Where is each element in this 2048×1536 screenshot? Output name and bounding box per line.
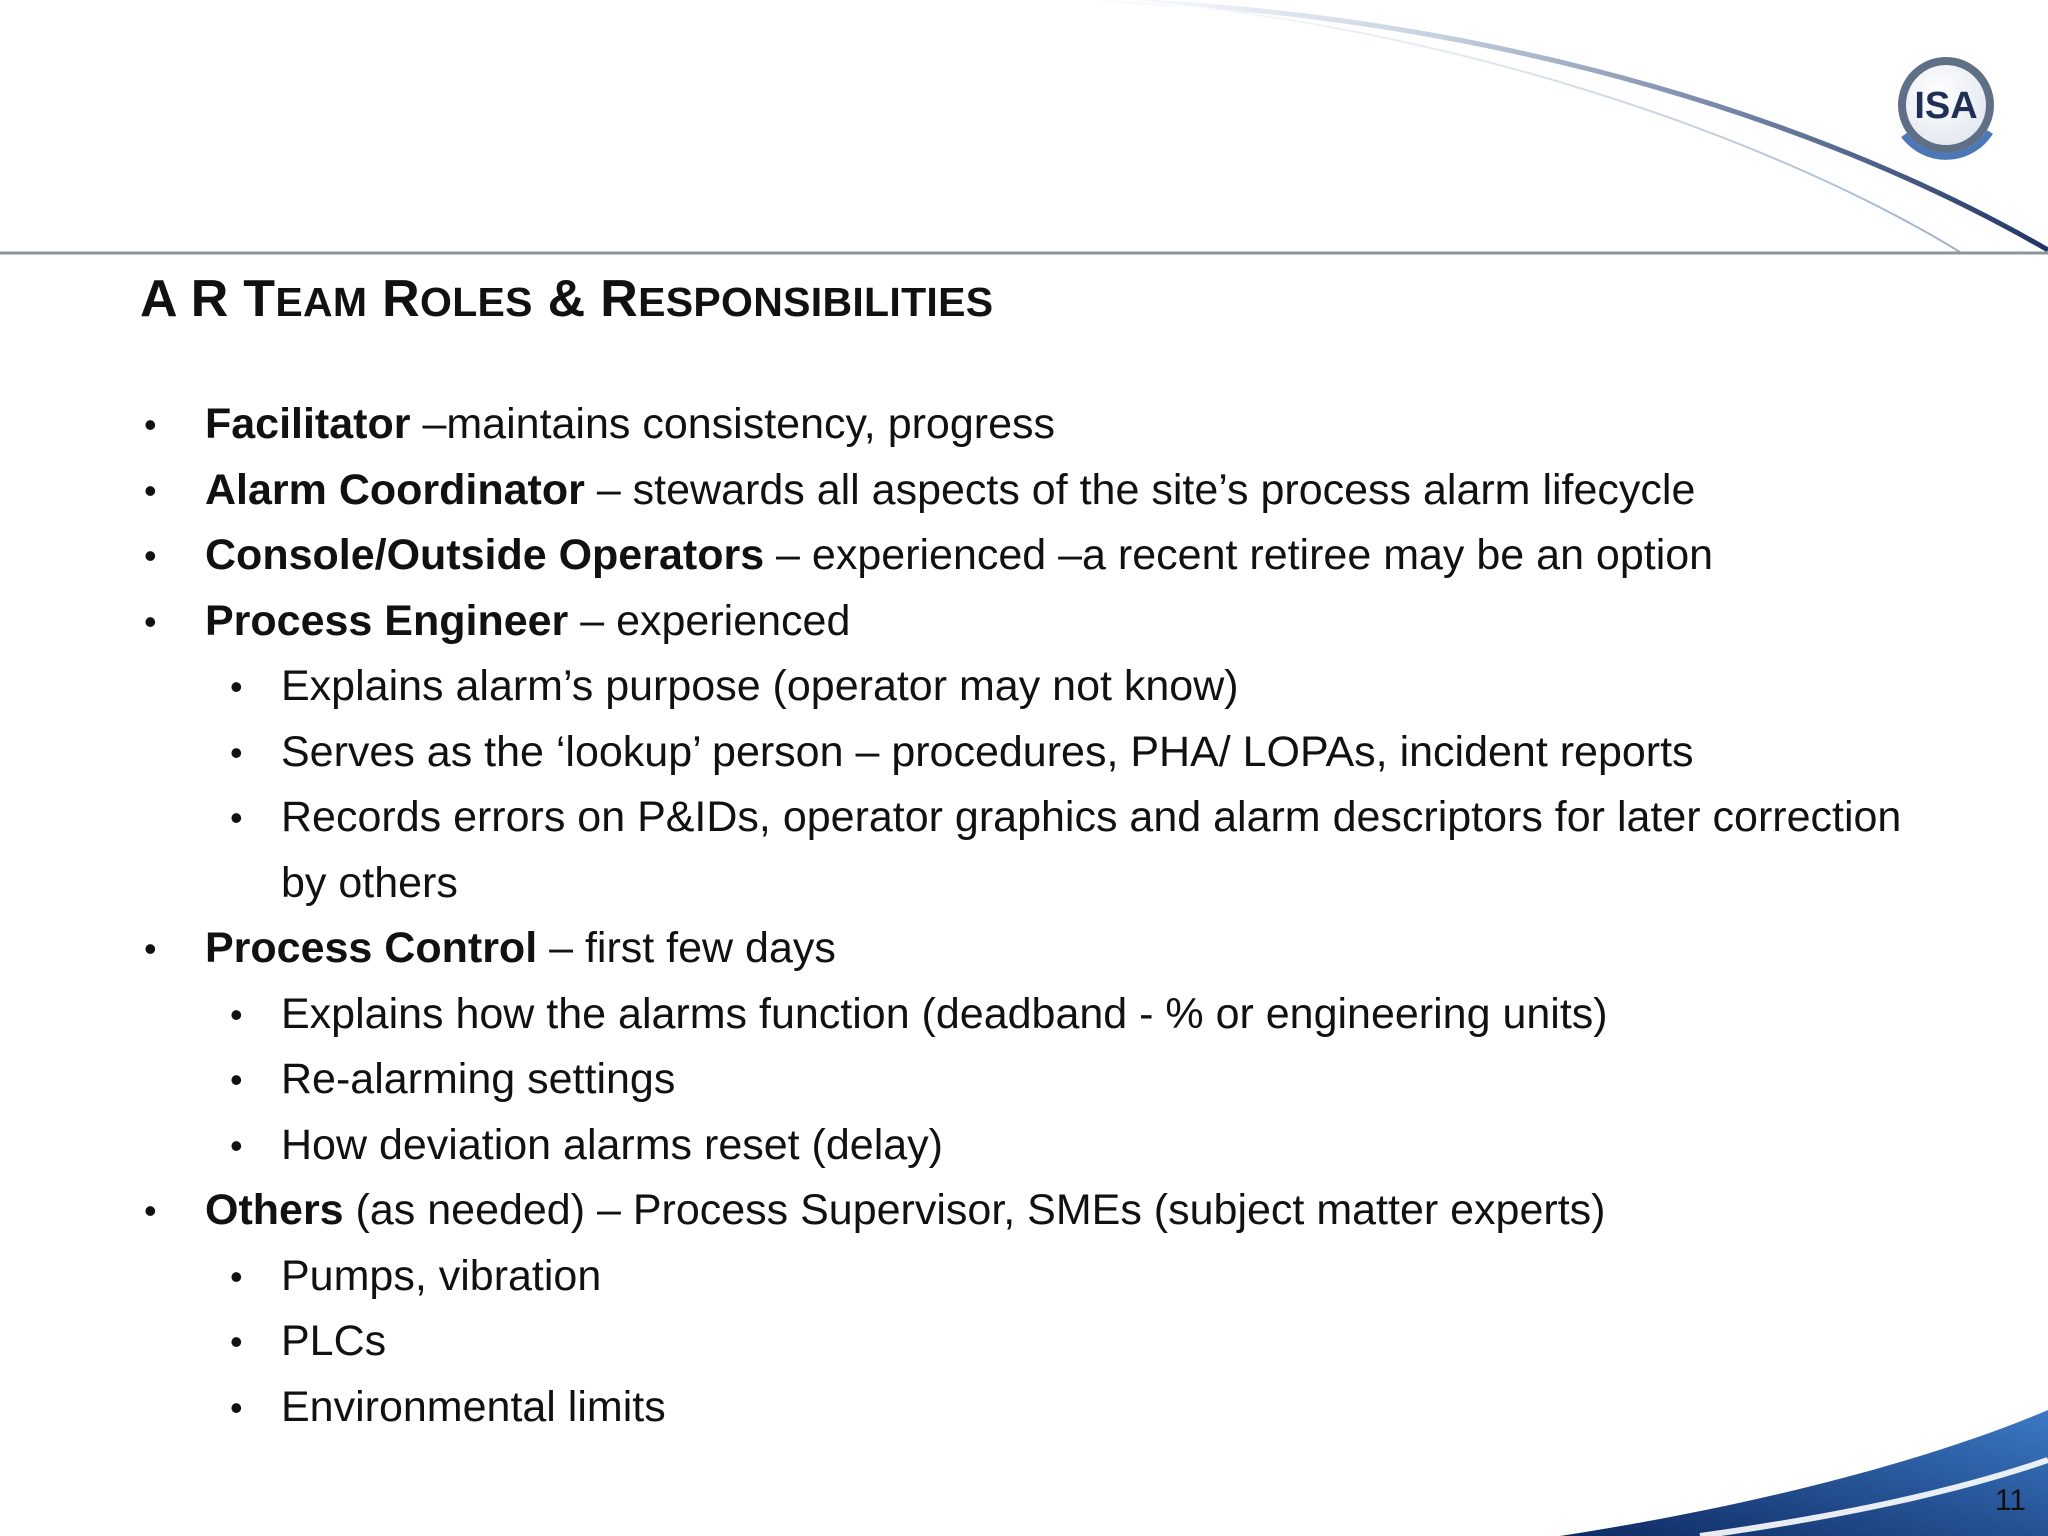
isa-logo xyxy=(1898,57,1994,156)
bullet-item xyxy=(140,523,1960,589)
sub-bullet-text: Serves as the ‘lookup’ person – procedures, PHA/ LOPAs, incident reports xyxy=(281,727,1694,776)
bullet-item xyxy=(140,458,1960,524)
bullet-dot: • xyxy=(230,1124,243,1166)
bullet-dot: • xyxy=(230,1386,243,1428)
bullet-dot: • xyxy=(230,797,243,838)
bullet-term: Process Control xyxy=(205,924,538,972)
sub-bullet-item xyxy=(140,1375,1921,1441)
bullet-text: – stewards all aspects of the site’s process alarm lifecycle xyxy=(584,465,1696,514)
sub-bullet-item xyxy=(140,785,1921,916)
sub-bullet-item xyxy=(140,654,1921,720)
bullet-text: – experienced –a recent retiree may be an option xyxy=(764,531,1714,579)
bullet-term: Process Engineer xyxy=(205,596,569,645)
bullet-dot: • xyxy=(144,535,157,576)
header-swoosh-light xyxy=(1120,0,1960,252)
bullet-dot: • xyxy=(144,600,157,642)
bullet-list xyxy=(140,392,1960,1440)
logo-text: ISA xyxy=(1914,85,1978,127)
bullet-dot: • xyxy=(144,469,157,511)
bullet-dot: • xyxy=(230,731,243,773)
sub-bullet-item xyxy=(140,1113,1921,1179)
sub-bullet-text: Re-alarming settings xyxy=(281,1055,676,1103)
bullet-text: (as needed) – Process Supervisor, SMEs (subject matter experts) xyxy=(343,1186,1606,1234)
bullet-term: Alarm Coordinator xyxy=(205,465,585,514)
sub-bullet-item xyxy=(140,1244,1921,1310)
sub-bullet-text: Records errors on P&IDs, operator graphics and alarm descriptors for later correction by others xyxy=(281,793,1902,907)
sub-bullet-text: Explains how the alarms function (deadband - % or engineering units) xyxy=(281,989,1608,1038)
sub-bullet-item xyxy=(140,1047,1921,1113)
sub-bullet-item xyxy=(140,1309,1921,1375)
bullet-dot: • xyxy=(230,1255,243,1297)
sub-bullet-item xyxy=(140,720,1921,786)
sub-bullet-text: Explains alarm’s purpose (operator may not know) xyxy=(281,662,1239,710)
bullet-item xyxy=(140,1178,1960,1244)
bullet-item xyxy=(140,916,1960,982)
bullet-dot: • xyxy=(230,666,243,707)
bullet-text: – experienced xyxy=(568,596,851,645)
bullet-dot: • xyxy=(144,1190,157,1231)
bullet-text: –maintains consistency, progress xyxy=(410,400,1055,448)
sub-bullet-text: Pumps, vibration xyxy=(281,1251,602,1300)
bullet-text: – first few days xyxy=(537,924,836,972)
bullet-item xyxy=(140,392,1960,458)
sub-bullet-text: How deviation alarms reset (delay) xyxy=(281,1120,943,1169)
bullet-term: Facilitator xyxy=(205,400,411,448)
bullet-dot: • xyxy=(144,404,157,445)
page-number: 11 xyxy=(1994,1484,2026,1517)
bullet-term: Console/Outside Operators xyxy=(205,531,765,579)
sub-bullet-text: Environmental limits xyxy=(281,1382,666,1431)
sub-bullet-item xyxy=(140,982,1921,1048)
slide-title: A R TEAM ROLES & RESPONSIBILITIES xyxy=(140,270,994,328)
bullet-dot: • xyxy=(230,993,243,1035)
sub-bullet-text: PLCs xyxy=(281,1317,387,1365)
bullet-term: Others xyxy=(205,1186,344,1234)
bullet-dot: • xyxy=(230,1059,243,1100)
bullet-dot: • xyxy=(230,1321,243,1362)
bullet-dot: • xyxy=(144,928,157,969)
bullet-item xyxy=(140,589,1960,655)
